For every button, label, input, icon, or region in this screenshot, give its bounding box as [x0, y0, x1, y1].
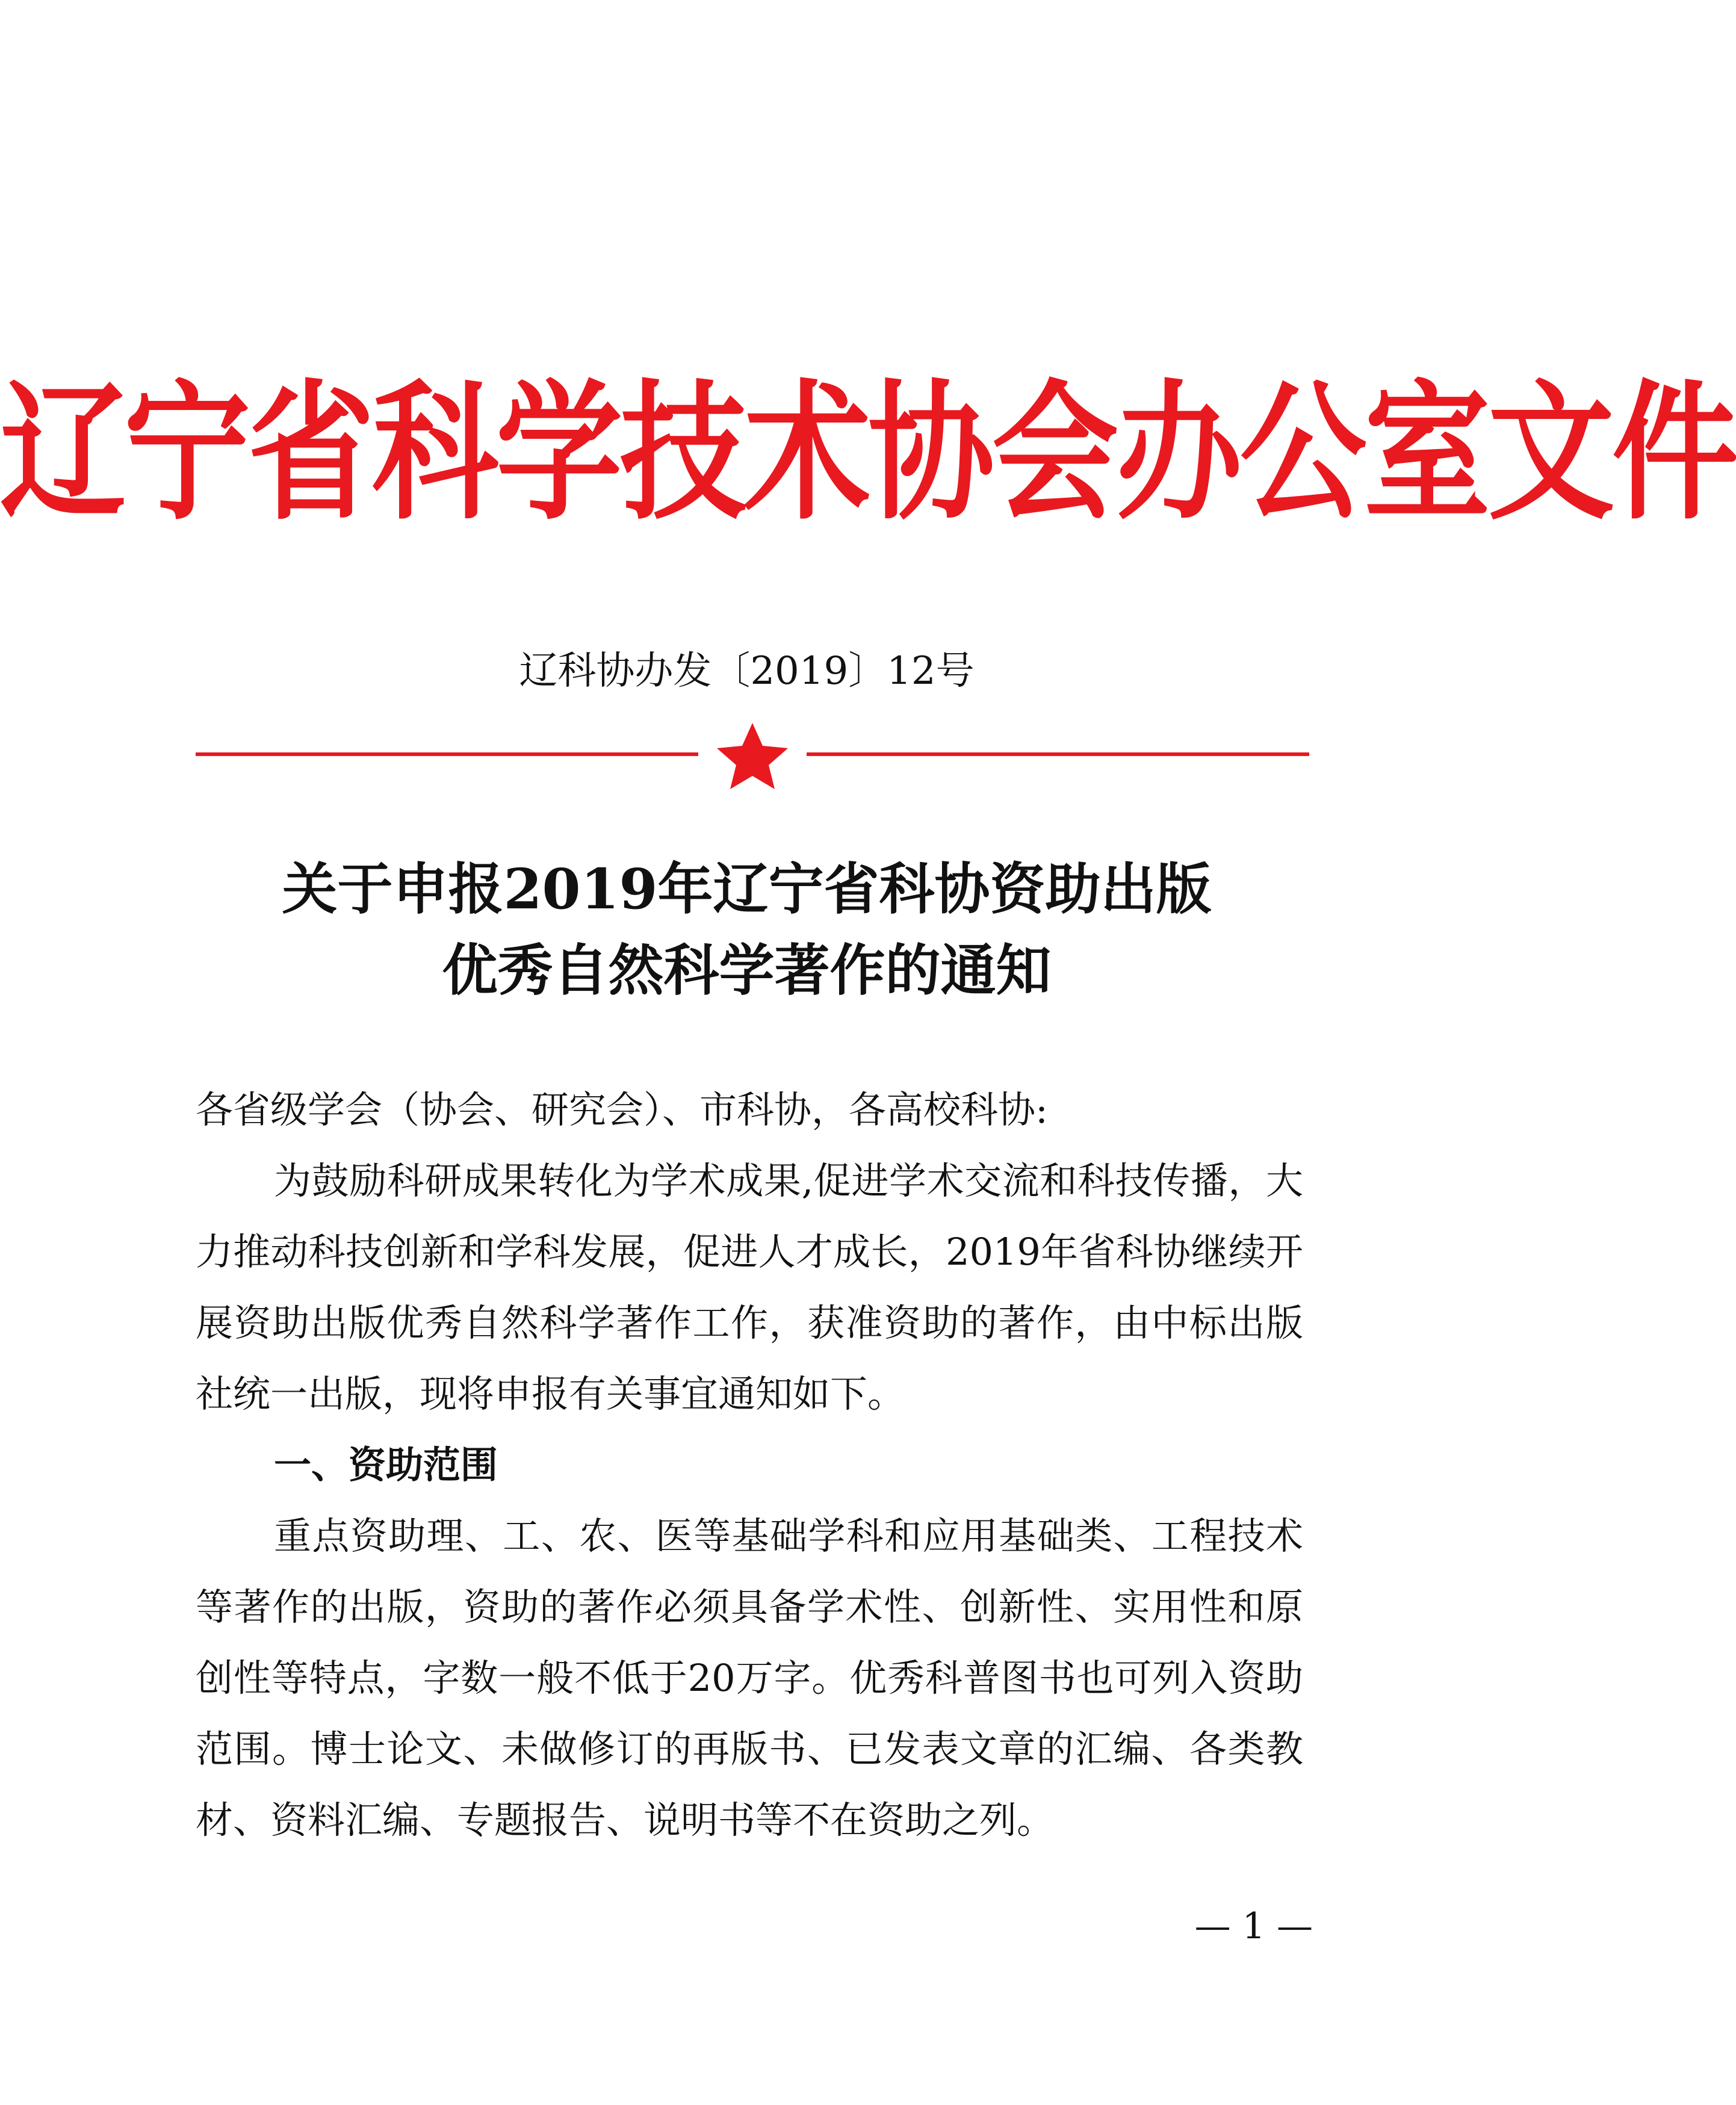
red-divider	[196, 719, 1309, 786]
notice-title-line-1: 关于申报2019年辽宁省科协资助出版	[282, 857, 1212, 922]
funding-scope-paragraph: 重点资助理、工、农、医等基础学科和应用基础类、工程技术等著作的出版，资助的著作必须具备学术性、创新性、实用性和原创性等特点，字数一般不低于20万字。优秀科普图书也可列入资助范围。博士论文、未做修订的再版书、已发表文章的汇编、各类教材、资料汇编、专题报告、说明书等不在资助之列。	[196, 1514, 1303, 1842]
page-number: — 1 —	[1194, 1905, 1313, 1947]
salutation: 各省级学会（协会、研究会）、市科协，各高校科协:	[196, 1088, 1048, 1132]
star-icon	[717, 723, 788, 789]
intro-paragraph: 为鼓励科研成果转化为学术成果,促进学术交流和科技传播，大力推动科技创新和学科发展，促进人才成长，2019年省科协继续开展资助出版优秀自然科学著作工作，获准资助的著作，由中标出版社统一出版，现将申报有关事宜通知如下。	[196, 1159, 1303, 1416]
document-number: 辽科协办发〔2019〕12号	[519, 649, 975, 693]
notice-title	[0, 849, 1493, 1011]
document-header-title: 辽宁省科学技术协会办公室文件	[0, 366, 1736, 541]
notice-body	[196, 1074, 1303, 1856]
section-heading-funding-scope: 一、资助范围	[274, 1443, 498, 1487]
notice-title-line-2: 优秀自然科学著作的通知	[442, 938, 1052, 1003]
